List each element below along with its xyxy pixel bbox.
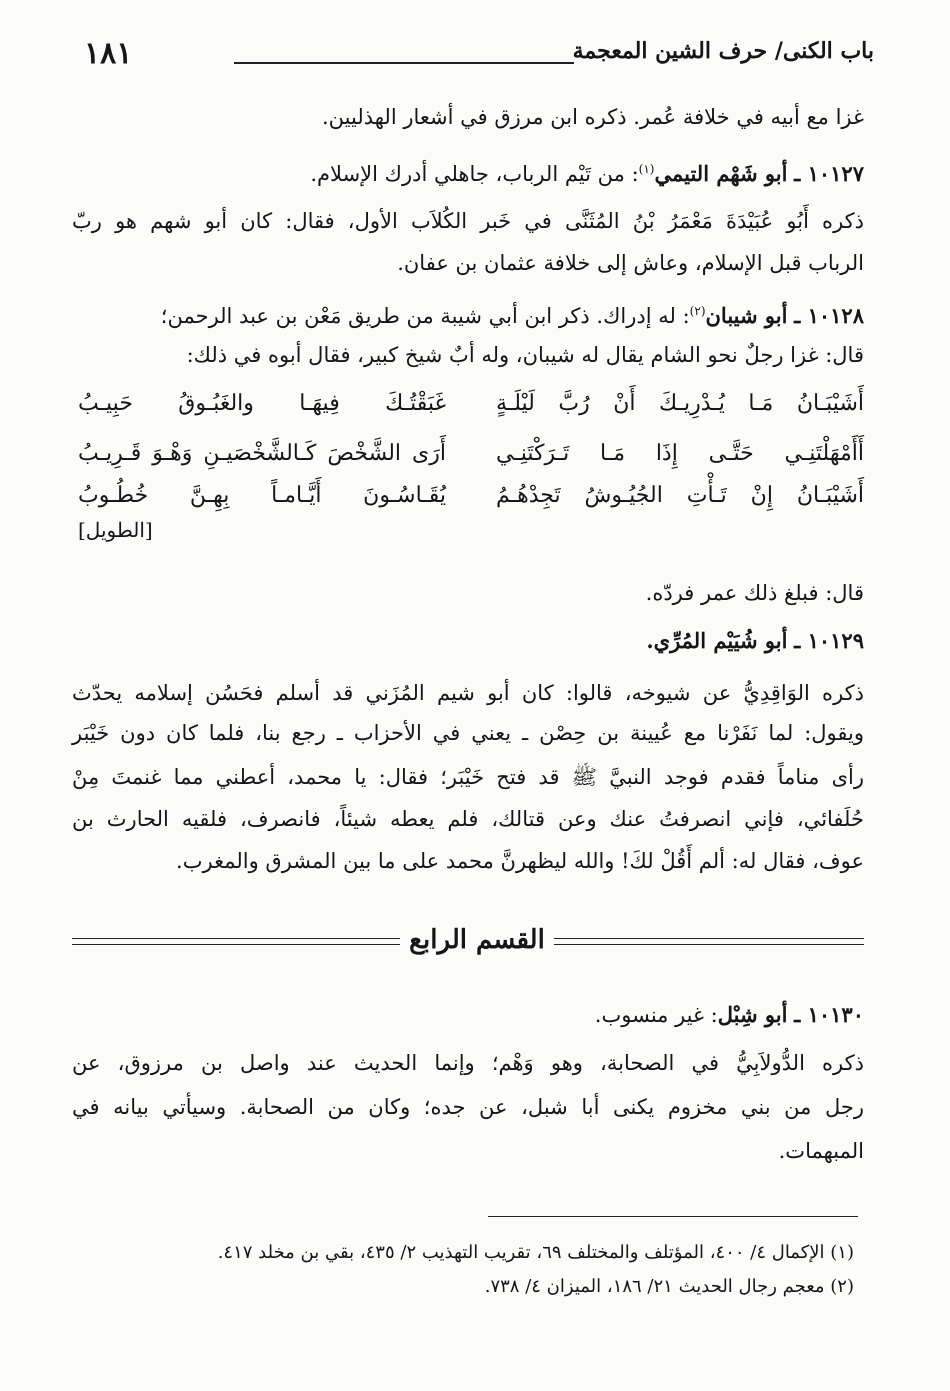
- entry-number: ١٠١٣٠ ـ: [794, 1002, 864, 1027]
- body-line: قال: غزا رجلٌ نحو الشام يقال له شيبان، وله أبٌ شيخ كبير، فقال أبوه في ذلك:: [186, 343, 864, 367]
- running-header: [84, 34, 874, 78]
- body-line: ذكره الوَاقِدِيُّ عن شيوخه، قالوا: كان أبو شيم المُزَني قد أسلم فحَسُن إسلامه يحدّث: [72, 681, 864, 705]
- section-divider: [72, 920, 864, 966]
- section-title: القسم الرابع: [409, 925, 545, 955]
- header-rule: [234, 62, 574, 64]
- body-line: غزا مع أبيه في خلافة عُمر. ذكره ابن مرزق في أشعار الهذليين.: [321, 105, 864, 129]
- entry-number: ١٠١٢٨ ـ: [794, 303, 864, 328]
- verse-first-half: أَأَمْهَلْتَنِـي حَتَّـى إِذَا مَـا تَـرَكْتَنِـي: [496, 441, 864, 466]
- entry-text: : من تَيْم الرباب، جاهلي أدرك الإسلام.: [310, 162, 639, 186]
- entry-name: أبو شِبْل: [717, 1002, 788, 1027]
- footnote-mark: (٢): [689, 304, 706, 318]
- entry-heading-10127: [310, 152, 864, 191]
- body-line: الرباب قبل الإسلام، وعاش إلى خلافة عثمان بن عفان.: [397, 251, 864, 275]
- entry-heading-10130: [595, 998, 864, 1032]
- entry-text: : له إدراك. ذكر ابن أبي شيبة من طريق مَعْن بن عبد الرحمن؛: [160, 304, 690, 328]
- entry-name: أبو شُيَيْم المُرِّي.: [646, 628, 788, 653]
- verse-second-half: أَرَى الشَّخْصَ كَـالشَّخْصَيـنِ وَهْـوَ قَـرِيـبُ: [78, 441, 446, 466]
- footnote-rule: [488, 1216, 858, 1217]
- entry-name: أبو شَهْم التيمي: [654, 161, 788, 186]
- footnote-mark: (١): [638, 162, 655, 176]
- verse-first-half: أَشَيْبَـانُ مَـا يُـدْرِيـكَ أَنْ رُبَّ لَيْلَـةٍ: [496, 391, 864, 416]
- verse-second-half: يُقَـاسُـونَ أَيَّـامـاً بِهِـنَّ خُطُـوبُ: [78, 483, 446, 508]
- entry-number: ١٠١٢٩ ـ: [794, 628, 864, 653]
- body-line: ذكره أَبُو عُبَيْدَةَ مَعْمَرُ بْنُ المُثَنَّى في خَبر الكُلاَب الأول، فقال: كان أبو شهم هو ربّ: [72, 209, 864, 233]
- entry-number: ١٠١٢٧ ـ: [794, 161, 864, 186]
- body-line: رأى مناماً فقدم فوجد النبيَّ ﷺ قد فتح خَيْبَر؛ فقال: يا محمد، أعطني مما غنمتَ مِنْ: [72, 765, 864, 789]
- entry-heading-10129: [646, 624, 864, 658]
- running-title: باب الكنى/ حرف الشين المعجمة: [572, 38, 874, 64]
- body-line: ويقول: لما نَفَرْنا مع عُيينة بن حِصْن ـ يعني في الأحزاب ـ رجع بنا، فلما كان دون خَيْبَر: [72, 721, 864, 745]
- entry-text: : غير منسوب.: [594, 1003, 718, 1027]
- body-line: رجل من بني مخزوم يكنى أبا شبل، عن جده؛ وكان من الصحابة. وسيأتي بيانه في: [72, 1095, 864, 1119]
- section-rule: [554, 938, 864, 945]
- poem-meter: [الطويل]: [78, 518, 153, 542]
- verse-first-half: أَشَيْبَـانُ إِنْ تَـأْتِ الجُيُـوشُ تَجِدْهُـمُ: [496, 483, 864, 508]
- body-line: المبهمات.: [778, 1139, 864, 1163]
- footnote: (١) الإكمال ٤/ ٤٠٠، المؤتلف والمختلف ٦٩، تقريب التهذيب ٢/ ٤٣٥، بقي بن مخلد ٤١٧.: [217, 1242, 854, 1263]
- page-number: ١٨١: [84, 36, 133, 71]
- body-line: ذكره الدُّولاَبِيُّ في الصحابة، وهو وَهْم؛ وإنما الحديث عند واصل بن مرزوق، عن: [72, 1051, 864, 1075]
- verse-second-half: غَبَقْتُـكَ فِيهَـا والغَبُـوقُ حَبِيـبُ: [78, 391, 446, 416]
- section-rule: [72, 938, 400, 945]
- entry-heading-10128: [161, 294, 864, 333]
- body-line: عوف، فقال له: ألم أَقُلْ لكَ! والله ليظهرنَّ محمد على ما بين المشرق والمغرب.: [176, 849, 864, 873]
- entry-name: أبو شيبان: [705, 303, 788, 328]
- body-line: قال: فبلغ ذلك عمر فردّه.: [645, 581, 864, 605]
- footnote: (٢) معجم رجال الحديث ٢١/ ١٨٦، الميزان ٤/ ٧٣٨.: [484, 1276, 854, 1297]
- body-line: حُلَفائي، فإني انصرفتُ عنك وعن قتالك، فلم يعطه شيئاً، فانصرف، فلقيه الحارث بن: [72, 807, 864, 831]
